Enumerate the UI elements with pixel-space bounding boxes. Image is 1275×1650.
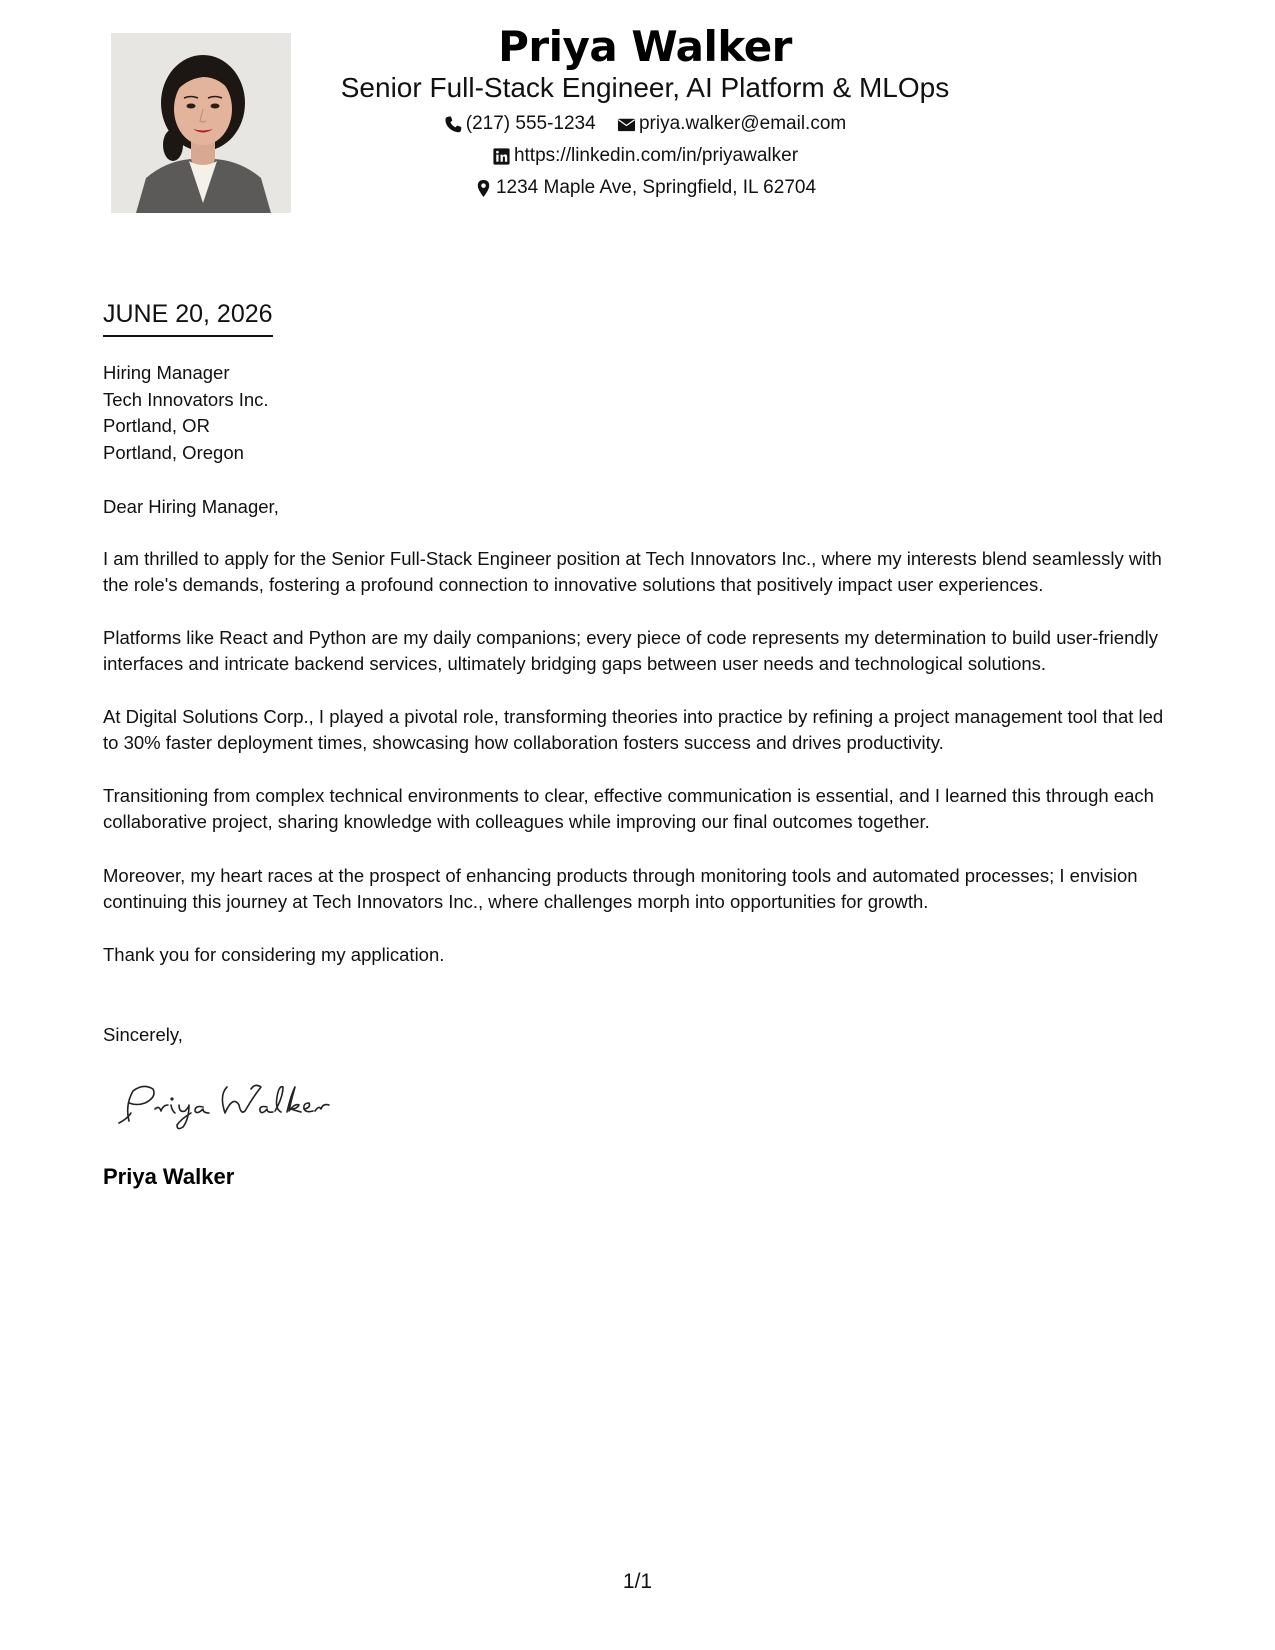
body-paragraph: I am thrilled to apply for the Senior Full-Stack Engineer position at Tech Innovators Inc., where my interests blend seamlessly with the role's demands, fostering a profound connection to innovative solutions that positively impact user experiences. [103, 548, 1162, 595]
signer-name: Priya Walker [103, 1164, 235, 1189]
recipient-line: Portland, OR [103, 415, 210, 436]
phone-number: (217) 555-1234 [465, 113, 596, 134]
candidate-headline: Senior Full-Stack Engineer, AI Platform & MLOps [340, 72, 950, 103]
contact-email[interactable] [617, 113, 846, 135]
page-number: 1/1 [622, 1570, 653, 1593]
map-pin-icon [474, 179, 493, 198]
contact-row-address [0, 177, 1275, 204]
contact-linkedin[interactable] [492, 145, 798, 167]
phone-icon [444, 115, 463, 134]
email-address: priya.walker@email.com [638, 113, 847, 134]
linkedin-url: https://linkedin.com/in/priyawalker [513, 145, 799, 166]
contact-address [474, 177, 816, 199]
recipient-line: Portland, Oregon [103, 441, 244, 463]
envelope-icon [617, 115, 636, 134]
salutation: Dear Hiring Manager, [103, 496, 279, 517]
contact-phone[interactable] [444, 113, 596, 135]
handwritten-signature [115, 1075, 355, 1135]
recipient-line: Hiring Manager [103, 362, 230, 383]
body-paragraph: At Digital Solutions Corp., I played a pivotal role, transforming theories into practice by refining a project management tool that led to 30% faster deployment times, showcasing how collaboration fosters success and drives productivity. [103, 706, 1164, 753]
recipient-line: Tech Innovators Inc. [103, 388, 269, 410]
address-text: 1234 Maple Ave, Springfield, IL 62704 [495, 177, 817, 198]
body-paragraph: Transitioning from complex technical environments to clear, effective communication is essential, and I learned this through each collaborative project, sharing knowledge with colleagues while improving our final outcomes together. [103, 785, 1154, 832]
contact-row-linkedin [0, 145, 1275, 172]
body-paragraph: Moreover, my heart races at the prospect of enhancing products through monitoring tools and automated processes; I envision continuing this journey at Tech Innovators Inc., where challenges morph into opportunities for growth. [103, 865, 1138, 912]
recipient-block [103, 360, 269, 466]
candidate-name: Priya Walker [498, 22, 792, 71]
complimentary-close: Sincerely, [103, 1024, 183, 1045]
linkedin-icon [492, 147, 511, 166]
contact-row-phone-email [0, 113, 1275, 140]
body-paragraph: Platforms like React and Python are my daily companions; every piece of code represents my determination to build user-friendly interfaces and intricate backend services, ultimately bridging gaps between user needs and technological solutions. [103, 627, 1159, 674]
body-paragraph: Thank you for considering my application. [103, 944, 445, 965]
letter-date: JUNE 20, 2026 [103, 300, 273, 337]
